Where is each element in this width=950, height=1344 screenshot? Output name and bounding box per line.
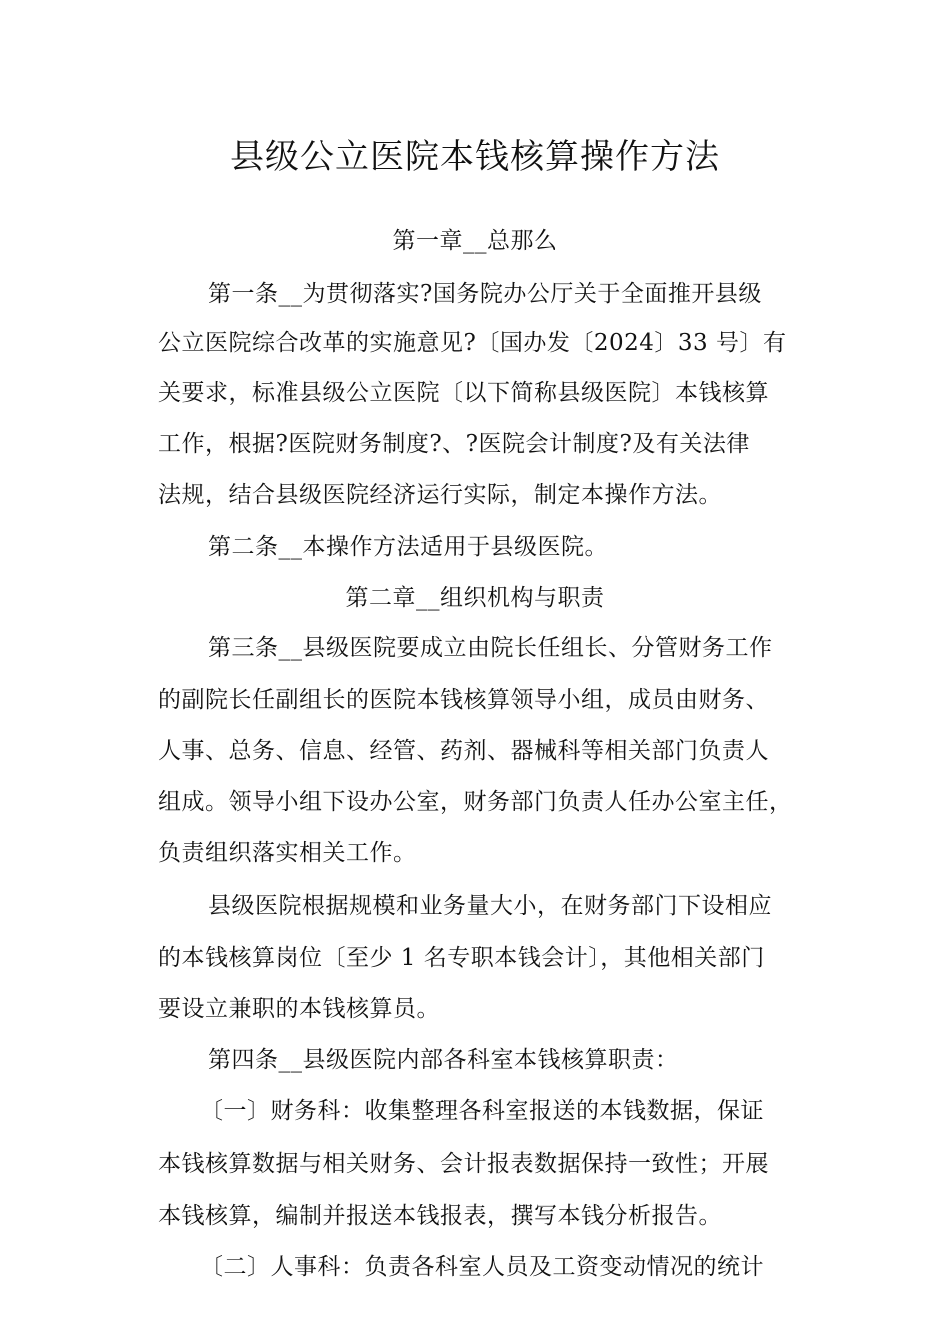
paragraph-line: 人事、总务、信息、经管、药剂、器械科等相关部门负责人 xyxy=(158,738,769,764)
paragraph-line: 法规，结合县级医院经济运行实际，制定本操作方法。 xyxy=(158,482,722,508)
paragraph-line: 负责组织落实相关工作。 xyxy=(158,840,417,866)
chapter-heading-1: 第一章__总那么 xyxy=(392,228,558,254)
paragraph-line: 县级医院根据规模和业务量大小，在财务部门下设相应 xyxy=(208,893,772,919)
paragraph-line: 〔一〕财务科：收集整理各科室报送的本钱数据，保证 xyxy=(200,1098,764,1124)
paragraph-line: 第四条__县级医院内部各科室本钱核算职责： xyxy=(208,1047,679,1073)
chapter-heading-2: 第二章__组织机构与职责 xyxy=(345,585,605,611)
paragraph-line: 第一条__为贯彻落实?国务院办公厅关于全面推开县级 xyxy=(208,281,762,307)
paragraph-line: 公立医院综合改革的实施意见?〔国办发〔2024〕33 号〕有 xyxy=(158,330,787,356)
paragraph-line: 第三条__县级医院要成立由院长任组长、分管财务工作 xyxy=(208,635,773,661)
paragraph-line: 工作，根据?医院财务制度?、?医院会计制度?及有关法律 xyxy=(158,431,750,457)
document-title: 县级公立医院本钱核算操作方法 xyxy=(230,137,720,177)
paragraph-line: 的本钱核算岗位〔至少 1 名专职本钱会计〕，其他相关部门 xyxy=(158,945,765,971)
paragraph-line: 的副院长任副组长的医院本钱核算领导小组，成员由财务、 xyxy=(158,687,769,713)
paragraph-line: 本钱核算数据与相关财务、会计报表数据保持一致性；开展 xyxy=(158,1151,769,1177)
paragraph-line: 要设立兼职的本钱核算员。 xyxy=(158,996,440,1022)
paragraph-line: 本钱核算，编制并报送本钱报表，撰写本钱分析报告。 xyxy=(158,1203,722,1229)
paragraph-line: 关要求，标准县级公立医院〔以下简称县级医院〕本钱核算 xyxy=(158,380,769,406)
paragraph-line: 〔二〕人事科：负责各科室人员及工资变动情况的统计 xyxy=(200,1254,764,1280)
paragraph-line: 第二条__本操作方法适用于县级医院。 xyxy=(208,534,608,560)
paragraph-line: 组成。领导小组下设办公室，财务部门负责人任办公室主任， xyxy=(158,789,793,815)
